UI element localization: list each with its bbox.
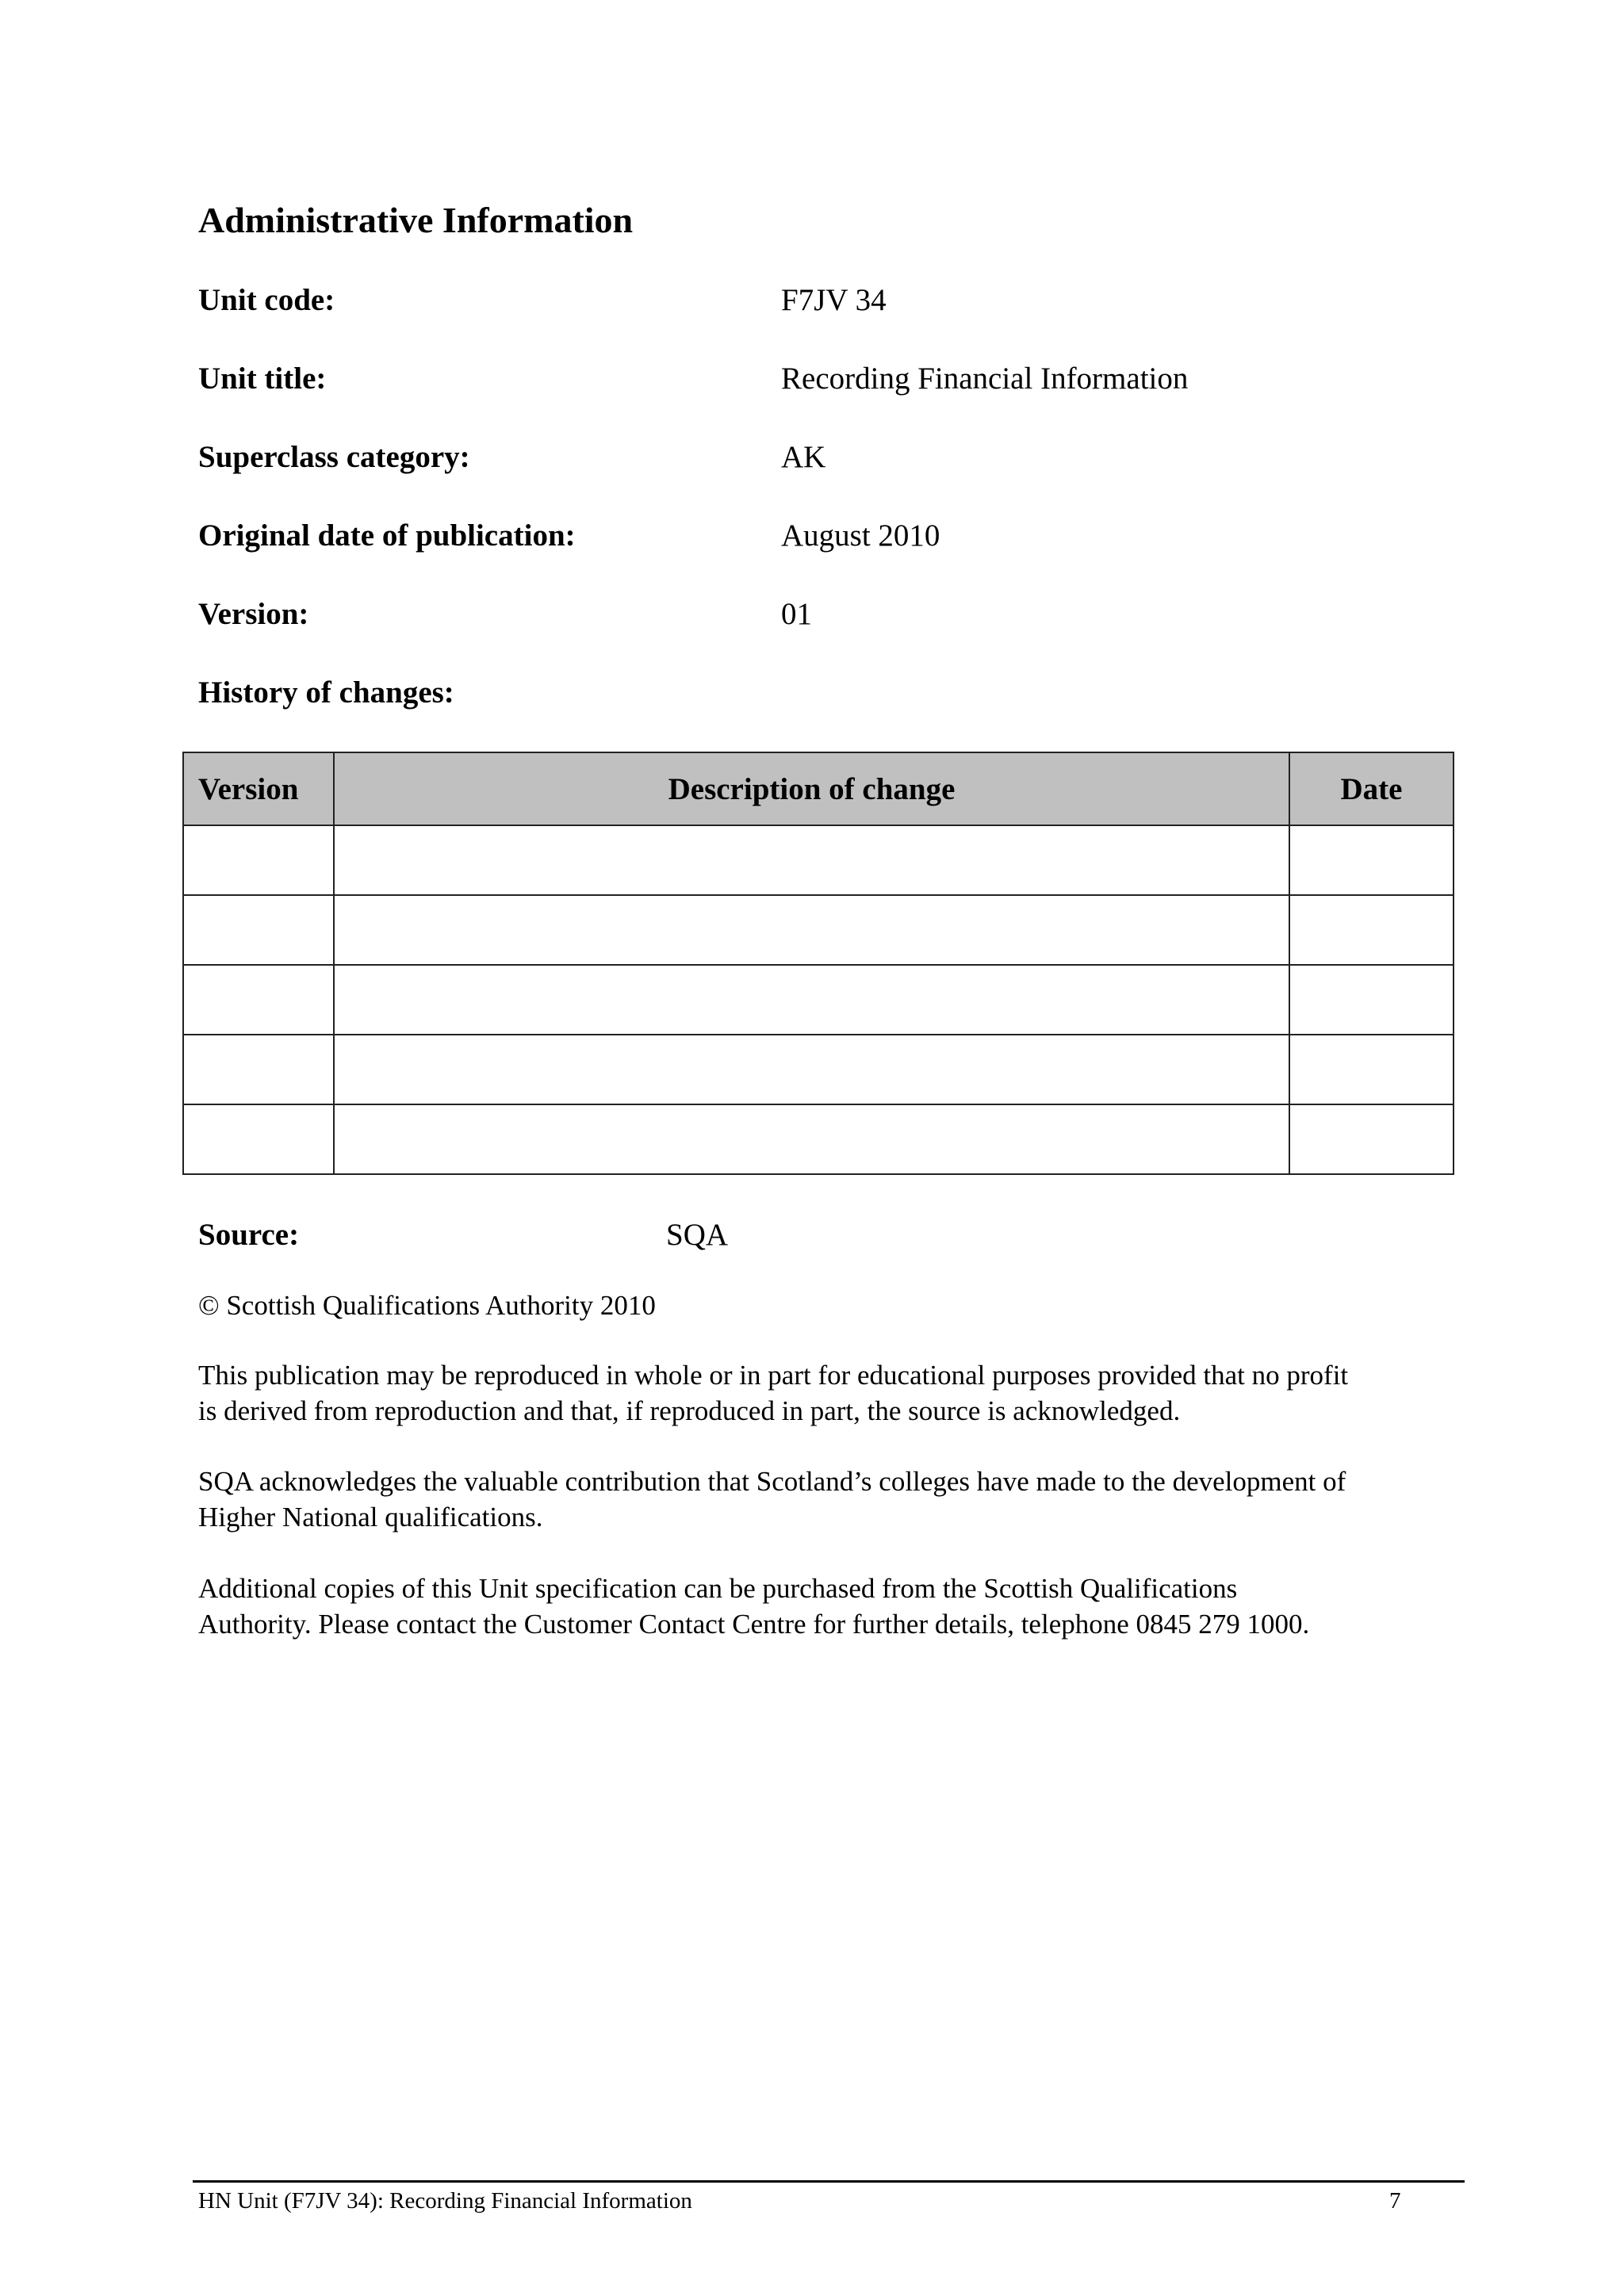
table-cell-version xyxy=(183,825,334,895)
publication-date-label: Original date of publication: xyxy=(198,519,576,553)
column-header-date: Date xyxy=(1289,752,1454,825)
column-header-version: Version xyxy=(183,752,334,825)
paragraph-line: is derived from reproduction and that, if reproduced in part, the source is acknowledged. xyxy=(198,1395,1181,1426)
paragraph-line: Authority. Please contact the Customer Contact Centre for further details, telephone 0845 279 1000. xyxy=(198,1609,1310,1640)
table-row xyxy=(183,1104,1454,1174)
history-of-changes-label: History of changes: xyxy=(198,675,454,710)
page-title: Administrative Information xyxy=(198,200,634,240)
table-row xyxy=(183,1035,1454,1104)
footer-text: HN Unit (F7JV 34): Recording Financial Information xyxy=(198,2188,692,2214)
copyright-text: © Scottish Qualifications Authority 2010 xyxy=(198,1290,656,1321)
table-cell-description xyxy=(334,1104,1289,1174)
table-cell-version xyxy=(183,1104,334,1174)
unit-title-value: Recording Financial Information xyxy=(781,362,1189,396)
publication-date-value: August 2010 xyxy=(781,519,940,553)
table-cell-date xyxy=(1289,1035,1454,1104)
table-cell-version xyxy=(183,895,334,965)
unit-code-value: F7JV 34 xyxy=(781,283,887,317)
paragraph-line: Additional copies of this Unit specification can be purchased from the Scottish Qualifications xyxy=(198,1573,1238,1604)
table-cell-version xyxy=(183,1035,334,1104)
table-row xyxy=(183,965,1454,1035)
table-cell-date xyxy=(1289,825,1454,895)
version-label: Version: xyxy=(198,597,309,631)
superclass-category-label: Superclass category: xyxy=(198,440,470,474)
history-of-changes-table xyxy=(182,752,1454,1175)
unit-title-label: Unit title: xyxy=(198,362,327,396)
paragraph-line: This publication may be reproduced in whole or in part for educational purposes provided that no profit xyxy=(198,1360,1349,1391)
source-label: Source: xyxy=(198,1218,300,1252)
table-cell-description xyxy=(334,965,1289,1035)
table-row xyxy=(183,895,1454,965)
table-cell-version xyxy=(183,965,334,1035)
table-cell-description xyxy=(334,825,1289,895)
unit-code-label: Unit code: xyxy=(198,283,335,317)
table-cell-date xyxy=(1289,895,1454,965)
acknowledgement-paragraph xyxy=(198,1464,1467,1535)
superclass-category-value: AK xyxy=(781,440,826,474)
column-header-description: Description of change xyxy=(334,752,1289,825)
reproduction-paragraph xyxy=(198,1357,1467,1429)
table-cell-date xyxy=(1289,965,1454,1035)
page-number: 7 xyxy=(1389,2188,1401,2214)
table-cell-description xyxy=(334,1035,1289,1104)
table-header-row xyxy=(183,752,1454,825)
table-row xyxy=(183,825,1454,895)
version-value: 01 xyxy=(781,597,812,631)
table-cell-description xyxy=(334,895,1289,965)
footer-divider xyxy=(193,2180,1465,2183)
additional-copies-paragraph xyxy=(198,1571,1467,1642)
paragraph-line: SQA acknowledges the valuable contribution that Scotland’s colleges have made to the development of xyxy=(198,1466,1346,1497)
table-cell-date xyxy=(1289,1104,1454,1174)
copyright-notice xyxy=(198,1288,1467,1323)
paragraph-line: Higher National qualifications. xyxy=(198,1502,543,1533)
source-value: SQA xyxy=(666,1218,729,1252)
